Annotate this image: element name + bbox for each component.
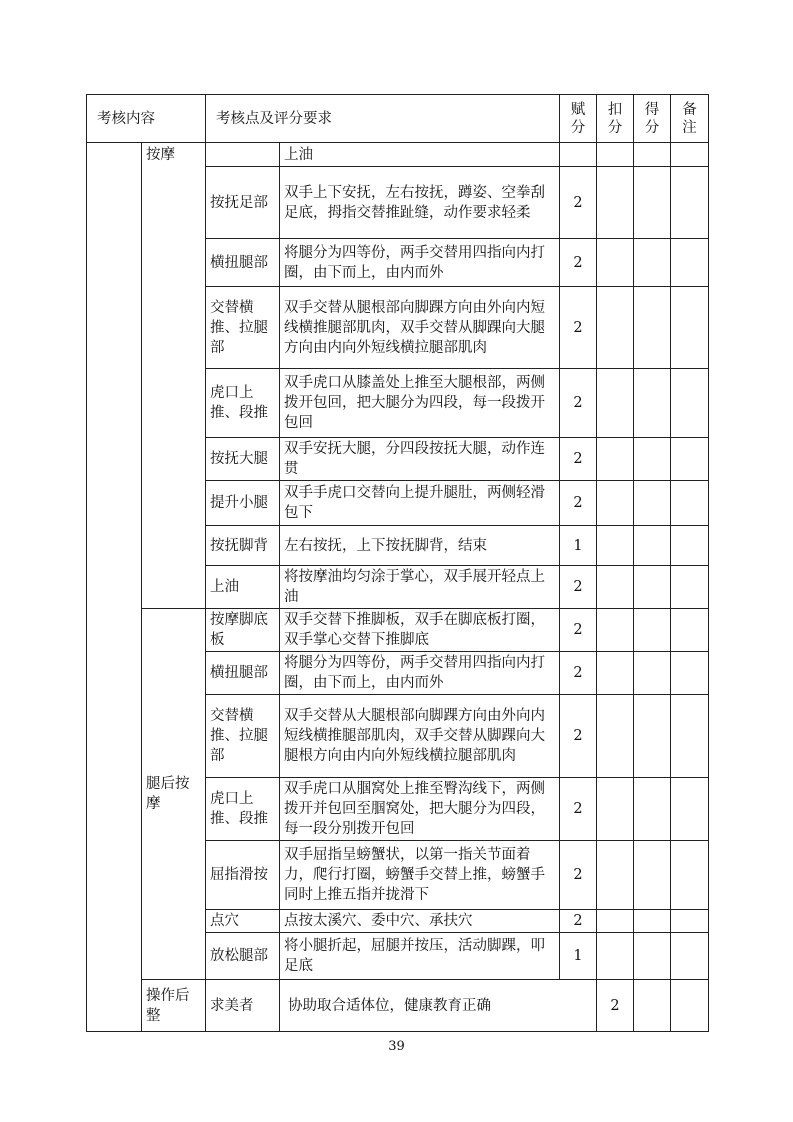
score-cell: 2 (560, 481, 597, 526)
header-deduct (597, 95, 634, 143)
requirement-cell: 双手交替下推脚板，双手在脚底板打圈，双手掌心交替下推脚底 (280, 609, 560, 652)
header-earned-text: 得 分 (644, 101, 660, 136)
item-cell: 点穴 (206, 910, 280, 933)
deduct-cell (597, 778, 634, 841)
score-cell: 2 (560, 287, 597, 369)
requirement-cell: 双手安抚大腿，分四段按抚大腿，动作连贯 (280, 438, 560, 481)
item-cell: 按摩脚底板 (206, 609, 280, 652)
deduct-cell (597, 526, 634, 566)
header-earned (634, 95, 671, 143)
requirement-cell: 左右按抚，上下按抚脚背，结束 (280, 526, 560, 566)
requirement-cell: 将小腿折起，屈腿并按压，活动脚踝，叩足底 (280, 933, 560, 980)
empty-score-cell (560, 143, 597, 167)
score-cell: 2 (560, 609, 597, 652)
score-cell: 2 (560, 910, 597, 933)
remark-cell (671, 143, 709, 167)
table-row (87, 980, 709, 1032)
item-cell: 提升小腿 (206, 481, 280, 526)
table-row (87, 609, 709, 652)
requirement-cell: 将腿分为四等份，两手交替用四指向内打圈，由下而上，由内而外 (280, 652, 560, 695)
item-cell: 上油 (206, 566, 280, 609)
header-deduct-text: 扣 分 (607, 101, 623, 136)
remark-cell (671, 526, 709, 566)
earned-cell (634, 695, 671, 778)
requirement-cell: 双手上下安抚，左右按抚，蹲姿、空拳刮足底，拇指交替推趾缝，动作要求轻柔 (280, 167, 560, 239)
item-cell: 横扭腿部 (206, 239, 280, 287)
item-cell: 交替横推、拉腿部 (206, 695, 280, 778)
item-cell: 虎口上推、段推 (206, 778, 280, 841)
requirement-cell: 双手屈指呈螃蟹状，以第一指关节面着力，爬行打圈，螃蟹手交替上推，螃蟹手同时上推五指并拢滑下 (280, 841, 560, 910)
header-score-text: 赋 分 (570, 101, 586, 136)
score-cell: 2 (560, 369, 597, 438)
score-cell: 2 (560, 167, 597, 239)
deduct-cell (597, 143, 634, 167)
score-cell: 1 (560, 526, 597, 566)
item-cell: 虎口上推、段推 (206, 369, 280, 438)
earned-cell (634, 481, 671, 526)
earned-cell (634, 438, 671, 481)
item-cell: 放松腿部 (206, 933, 280, 980)
remark-cell (671, 369, 709, 438)
item-cell: 屈指滑按 (206, 841, 280, 910)
grading-table (86, 94, 709, 1032)
earned-cell (634, 167, 671, 239)
remark-cell (671, 438, 709, 481)
deduct-cell (597, 239, 634, 287)
requirement-cell: 点按太溪穴、委中穴、承扶穴 (280, 910, 560, 933)
item-cell: 按抚大腿 (206, 438, 280, 481)
earned-cell (634, 652, 671, 695)
earned-cell (634, 143, 671, 167)
score-cell: 2 (560, 438, 597, 481)
score-cell: 2 (597, 980, 634, 1032)
deduct-cell (634, 980, 671, 1032)
earned-cell (634, 239, 671, 287)
deduct-cell (597, 841, 634, 910)
remark-cell (671, 778, 709, 841)
earned-cell (671, 980, 709, 1032)
earned-cell (634, 609, 671, 652)
item-cell: 交替横推、拉腿部 (206, 287, 280, 369)
score-cell: 2 (560, 566, 597, 609)
header-remark (671, 95, 709, 143)
section-after-label: 操作后整 (142, 980, 206, 1032)
deduct-cell (597, 287, 634, 369)
score-cell: 2 (560, 652, 597, 695)
deduct-cell (597, 566, 634, 609)
header-row (87, 95, 709, 143)
deduct-cell (597, 167, 634, 239)
earned-cell (634, 841, 671, 910)
earned-cell (634, 566, 671, 609)
deduct-cell (597, 910, 634, 933)
remark-cell (671, 566, 709, 609)
earned-cell (634, 910, 671, 933)
table-row (87, 167, 709, 239)
header-remark-text: 备 注 (682, 101, 697, 136)
page-number: 39 (388, 1039, 405, 1054)
earned-cell (634, 287, 671, 369)
score-cell: 2 (560, 841, 597, 910)
header-content: 考核内容 (87, 95, 206, 143)
earned-cell (634, 778, 671, 841)
score-cell: 2 (560, 778, 597, 841)
score-cell: 1 (560, 933, 597, 980)
item-cell: 横扭腿部 (206, 652, 280, 695)
earned-cell (634, 369, 671, 438)
deduct-cell (597, 609, 634, 652)
section-massage-continuation (142, 167, 206, 609)
remark-cell (671, 695, 709, 778)
section-after-requirement: 协助取合适体位，健康教育正确 (280, 980, 597, 1032)
section-massage-label: 按摩 (142, 143, 206, 167)
deduct-cell (597, 652, 634, 695)
remark-cell (671, 287, 709, 369)
empty-item-cell (206, 143, 280, 167)
deduct-cell (597, 481, 634, 526)
header-score (560, 95, 597, 143)
remark-cell (671, 167, 709, 239)
deduct-cell (597, 695, 634, 778)
deduct-cell (597, 933, 634, 980)
deduct-cell (597, 438, 634, 481)
requirement-cell: 将按摩油均匀涂于掌心，双手展开轻点上油 (280, 566, 560, 609)
first-step-cell: 上油 (280, 143, 560, 167)
remark-cell (671, 841, 709, 910)
section-back-label: 腿后按摩 (142, 609, 206, 980)
remark-cell (671, 481, 709, 526)
requirement-cell: 双手虎口从腘窝处上推至臀沟线下，两侧拨开并包回至腘窝处，把大腿分为四段，每一段分别拨开包回 (280, 778, 560, 841)
requirement-cell: 双手虎口从膝盖处上推至大腿根部，两侧拨开包回，把大腿分为四段，每一段拨开包回 (280, 369, 560, 438)
score-cell: 2 (560, 695, 597, 778)
remark-cell (671, 609, 709, 652)
section-after-sub: 求美者 (206, 980, 280, 1032)
requirement-cell: 将腿分为四等份，两手交替用四指向内打圈，由下而上，由内而外 (280, 239, 560, 287)
item-cell: 按抚足部 (206, 167, 280, 239)
table-row (87, 143, 709, 167)
score-cell: 2 (560, 239, 597, 287)
content-empty-cell (87, 143, 142, 1032)
header-criteria: 考核点及评分要求 (206, 95, 560, 143)
requirement-cell: 双手手虎口交替向上提升腿肚，两侧轻滑包下 (280, 481, 560, 526)
earned-cell (634, 526, 671, 566)
item-cell: 按抚脚背 (206, 526, 280, 566)
requirement-cell: 双手交替从腿根部向脚踝方向由外向内短线横推腿部肌肉，双手交替从脚踝向大腿方向由内向外短线横拉腿部肌肉 (280, 287, 560, 369)
remark-cell (671, 652, 709, 695)
table-body (87, 95, 709, 1032)
remark-cell (671, 910, 709, 933)
remark-cell (671, 239, 709, 287)
remark-cell (671, 933, 709, 980)
earned-cell (634, 933, 671, 980)
requirement-cell: 双手交替从大腿根部向脚踝方向由外向内短线横推腿部肌肉，双手交替从脚踝向大腿根方向由内向外短线横拉腿部肌肉 (280, 695, 560, 778)
deduct-cell (597, 369, 634, 438)
